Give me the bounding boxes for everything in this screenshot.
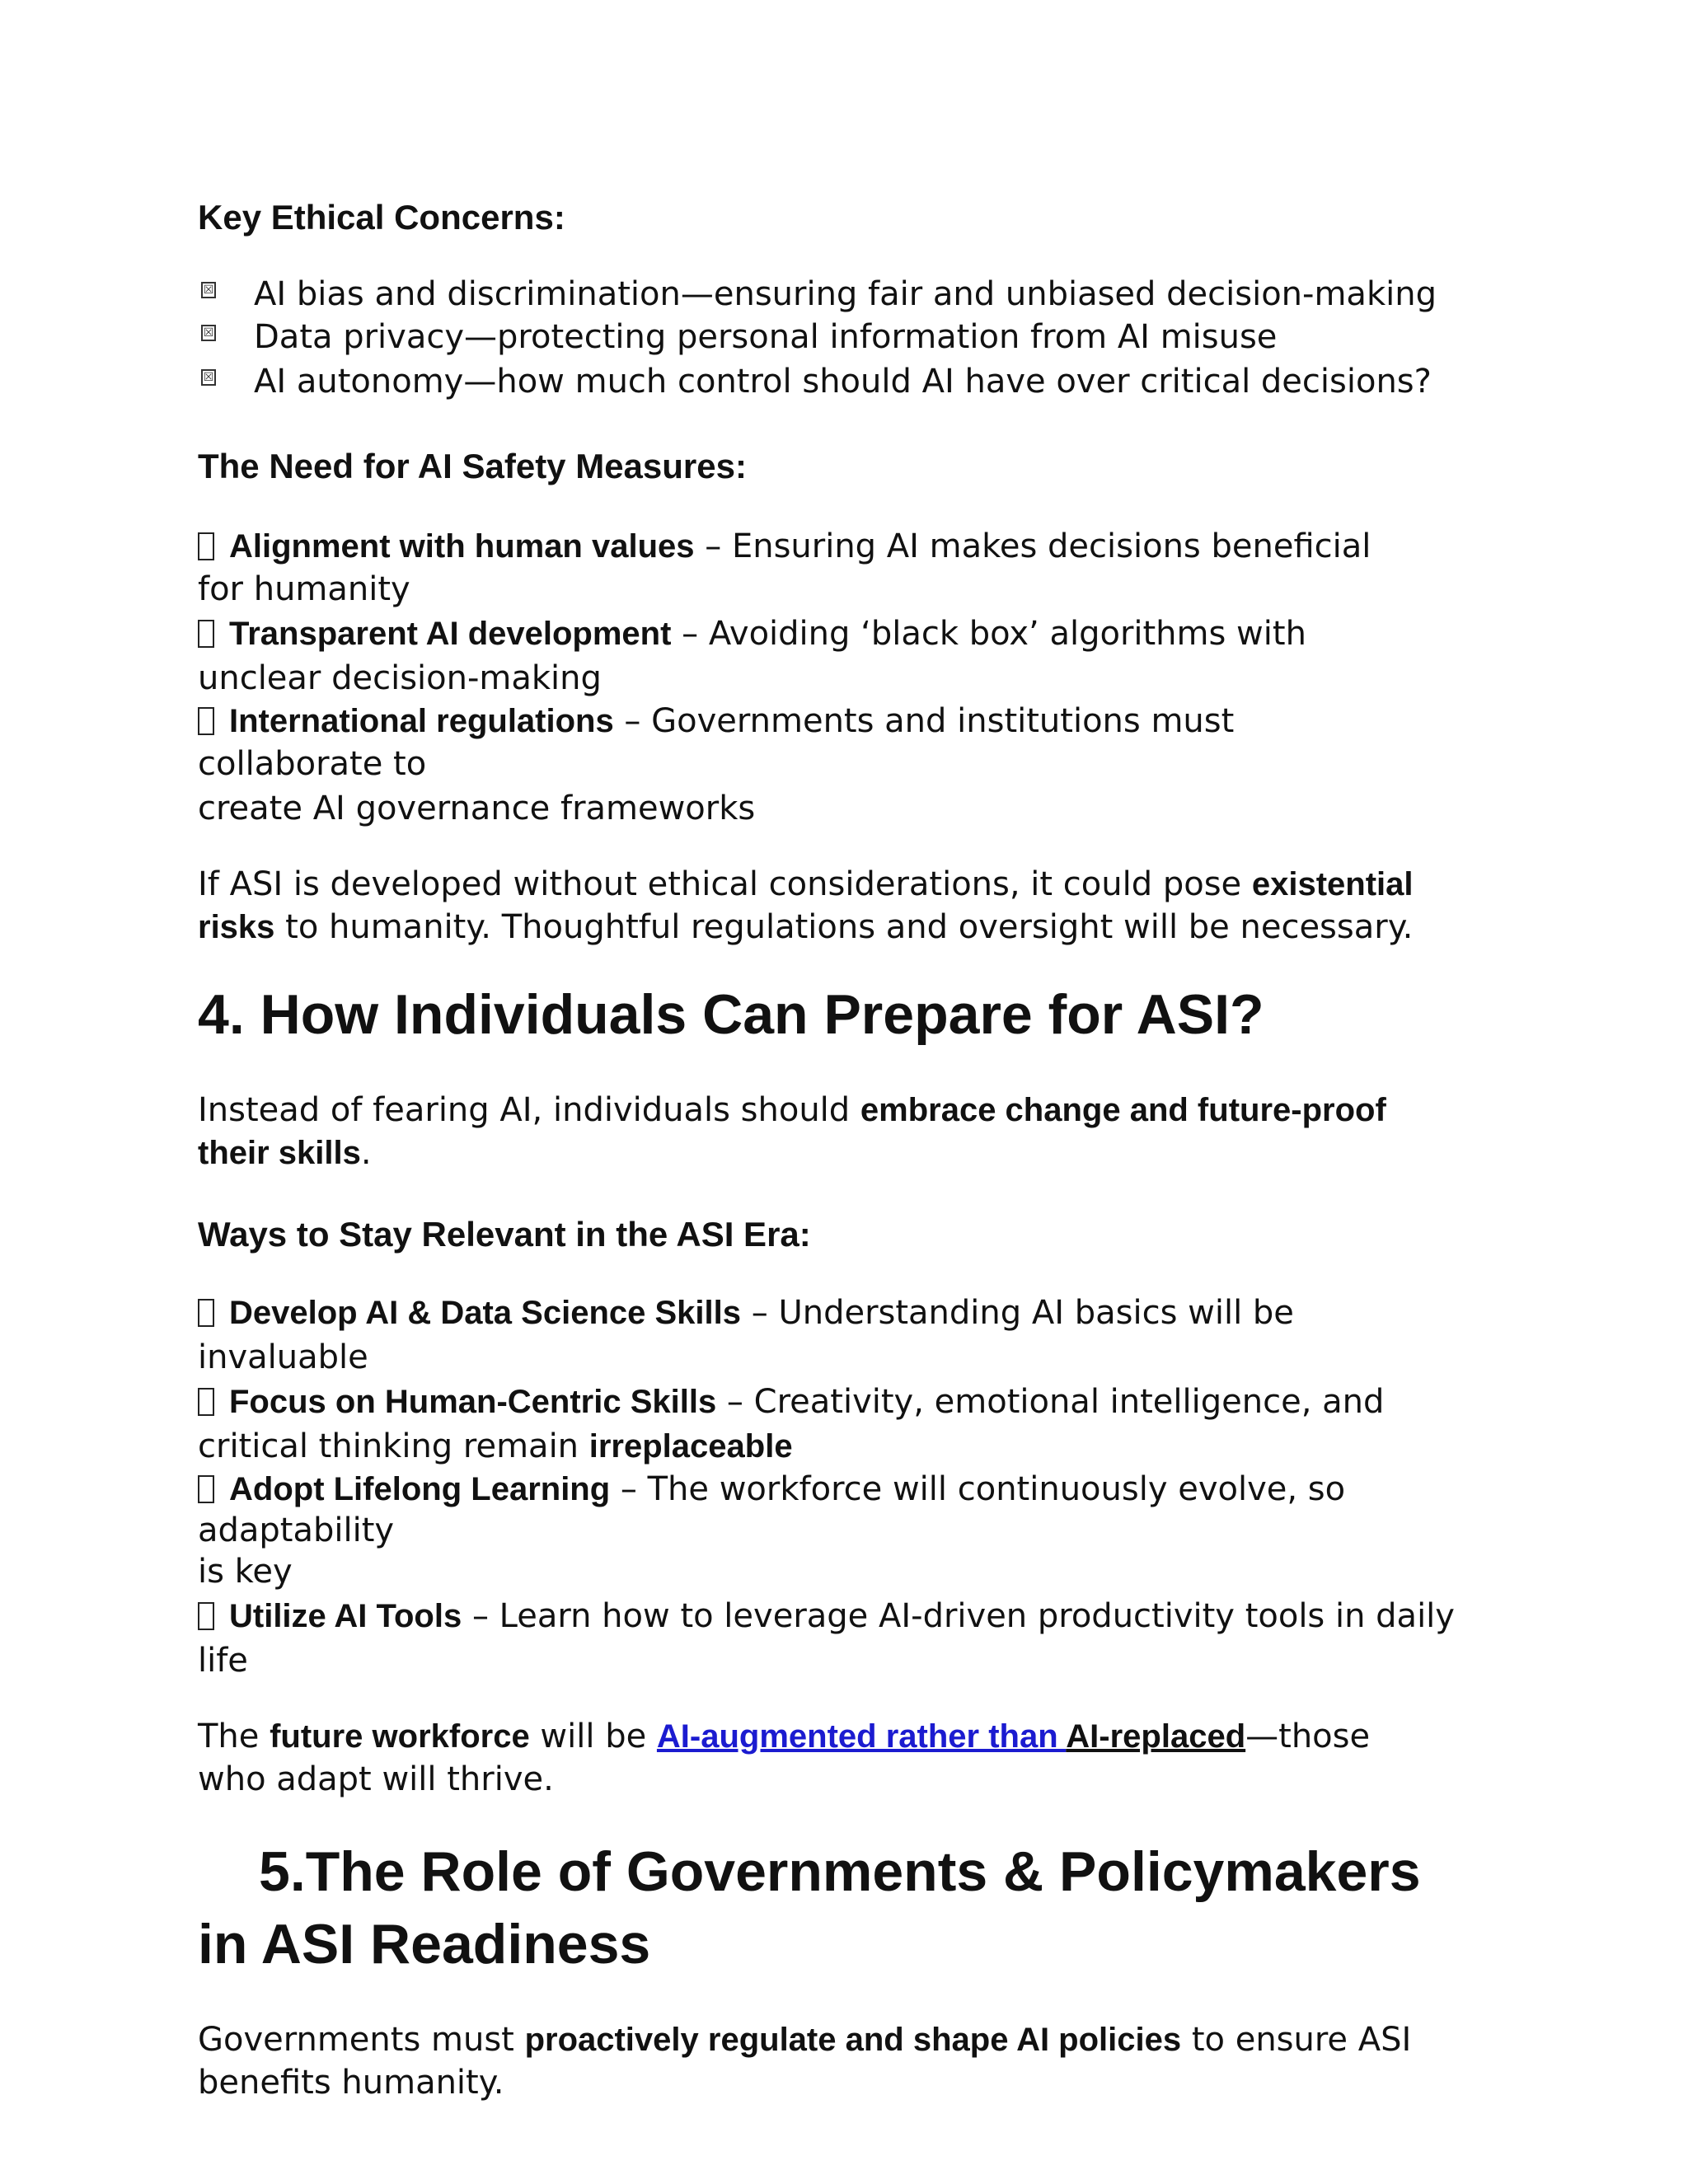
missing-glyph-icon bbox=[198, 1299, 214, 1327]
safety-item-continuation: collaborate to bbox=[198, 745, 427, 783]
missing-glyph-icon bbox=[198, 1475, 214, 1503]
ethics-item: Data privacy—protecting personal information from AI misuse bbox=[254, 318, 1278, 356]
ethics-item: AI bias and discrimination—ensuring fair and unbiased decision-making bbox=[254, 275, 1437, 313]
ai-replaced-link[interactable]: AI-replaced bbox=[1066, 1718, 1246, 1755]
missing-glyph-icon bbox=[198, 1388, 214, 1416]
missing-glyph-icon bbox=[198, 1602, 214, 1630]
safety-item-continuation: unclear decision-making bbox=[198, 659, 602, 697]
safety-item-continuation: for humanity bbox=[198, 570, 410, 608]
ethics-item: AI autonomy—how much control should AI have over critical decisions? bbox=[254, 363, 1432, 401]
document-page: Key Ethical Concerns: ☒ AI bias and discrimination—ensuring fair and unbiased decision-making ☒ Data privacy—protecting personal information from AI misuse ☒ AI autonomy—how much control should AI have over critical decisions? The Need for AI Safety Measures: Alignment with human values – Ensuring AI makes decisions beneficial for humanity Transparent AI development – Avoiding ‘black box’ algorithms with unclear decision-making International regulations – Governments and institutions must collaborate to create AI governance frameworks If ASI is developed without ethical considerations, it could pose existential risks to humanity. Thoughtful regulations and oversight will be necessary. 4. How Individuals Can Prepare for ASI? Instead of fearing AI, individuals should embrace change and future-proof their skills. Ways to Stay Relevant in the ASI Era: Develop AI & Data Science Skills – Understanding AI basics will be invaluable Focus on Human-Centric Skills – Creativity, emotional intelligence, and critical thinking remain irreplaceable Adopt Lifelong Learning – The workforce will continuously evolve, so adaptability is key Utilize AI Tools – Learn how to leverage AI-driven productivity tools in daily life The future workforce will be AI-augmented rather than AI-replaced—those who adapt will thrive. 5.The Role of Governments & Policymakers in ASI Readiness Governments must proactively regulate and shape AI policies to ensure ASI benefits humanity. bbox=[0, 0, 1688, 2184]
prepare-item-continuation: is key bbox=[198, 1553, 293, 1591]
safety-item: Alignment with human values – Ensuring AI makes decisions beneficial bbox=[198, 524, 1371, 569]
prepare-item-continuation: life bbox=[198, 1642, 248, 1680]
missing-glyph-icon bbox=[198, 620, 214, 648]
safety-item: International regulations – Governments and institutions must bbox=[198, 699, 1234, 743]
missing-glyph-icon bbox=[198, 707, 214, 735]
prepare-subheading: Ways to Stay Relevant in the ASI Era: bbox=[198, 1215, 811, 1254]
prepare-item-continuation: critical thinking remain irreplaceable bbox=[198, 1427, 793, 1465]
section-5-heading-continuation: in ASI Readiness bbox=[198, 1913, 651, 1975]
prepare-item: Focus on Human-Centric Skills – Creativity, emotional intelligence, and bbox=[198, 1380, 1384, 1424]
checkbox-x-icon: ☒ bbox=[201, 325, 216, 341]
prepare-item: Develop AI & Data Science Skills – Understanding AI basics will be bbox=[198, 1291, 1294, 1335]
section-5-heading: 5.The Role of Governments & Policymakers bbox=[259, 1840, 1421, 1903]
missing-glyph-icon bbox=[198, 532, 214, 560]
section-4-heading: 4. How Individuals Can Prepare for ASI? bbox=[198, 983, 1264, 1046]
prepare-item-continuation: invaluable bbox=[198, 1338, 368, 1376]
prepare-item-continuation: adaptability bbox=[198, 1511, 395, 1549]
safety-item-continuation: create AI governance frameworks bbox=[198, 790, 756, 827]
ai-augmented-link[interactable]: AI-augmented rather than bbox=[656, 1718, 1067, 1755]
prepare-item: Utilize AI Tools – Learn how to leverage AI-driven productivity tools in daily bbox=[198, 1594, 1455, 1638]
prepare-item: Adopt Lifelong Learning – The workforce will continuously evolve, so bbox=[198, 1467, 1345, 1511]
safety-item: Transparent AI development – Avoiding ‘black box’ algorithms with bbox=[198, 612, 1306, 656]
safety-heading: The Need for AI Safety Measures: bbox=[198, 447, 747, 485]
ethics-heading: Key Ethical Concerns: bbox=[198, 198, 565, 237]
checkbox-x-icon: ☒ bbox=[201, 369, 216, 386]
checkbox-x-icon: ☒ bbox=[201, 282, 216, 298]
